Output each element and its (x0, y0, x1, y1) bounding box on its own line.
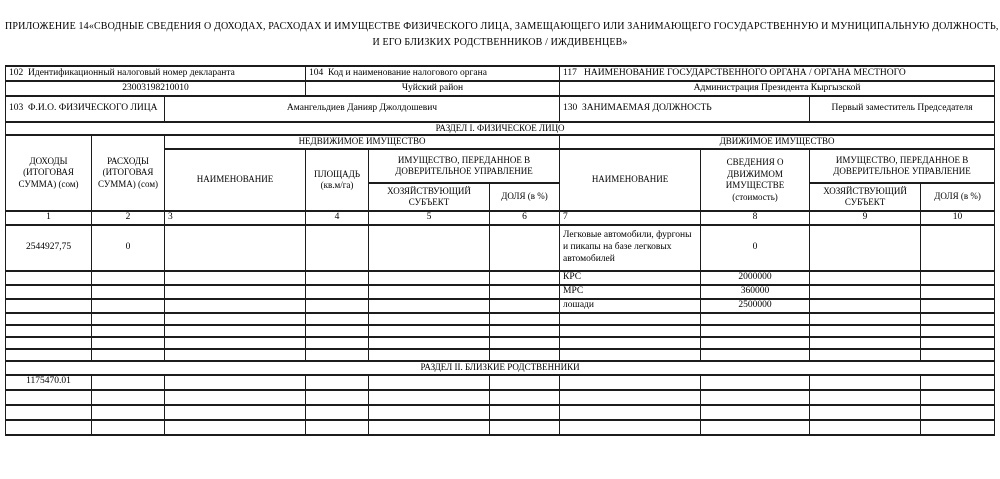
field-103-label: 103 Ф.И.О. ФИЗИЧЕСКОГО ЛИЦА (6, 96, 165, 122)
col-header-name-immovable: НАИМЕНОВАНИЕ (165, 149, 306, 211)
empty-cell (490, 325, 560, 337)
empty-cell (6, 285, 92, 299)
group-header-movable: ДВИЖИМОЕ ИМУЩЕСТВО (560, 135, 995, 149)
empty-cell (92, 337, 165, 349)
empty-cell (92, 405, 165, 420)
empty-cell (921, 225, 995, 271)
empty-cell (560, 420, 701, 435)
empty-cell (921, 420, 995, 435)
page-title-line1: ПРИЛОЖЕНИЕ 14«СВОДНЫЕ СВЕДЕНИЯ О ДОХОДАХ, РАСХОДАХ И ИМУЩЕСТВЕ ФИЗИЧЕСКОГО ЛИЦА, ЗАМЕЩАЮЩЕГО ИЛИ ЗАНИМАЮЩЕГО ГОСУДАРСТВЕННУЮ И МУНИЦИПАЛЬНУЮ ДОЛЖНОСТЬ, (5, 21, 999, 32)
col-header-share-movable: ДОЛЯ (в %) (921, 183, 995, 211)
empty-cell (6, 299, 92, 313)
group-header-row (6, 135, 995, 149)
empty-cell (165, 349, 306, 361)
empty-cell (490, 225, 560, 271)
movable-value-cell: 2000000 (701, 271, 810, 285)
section2-data-row (6, 375, 995, 390)
movable-name-cell: КРС (560, 271, 701, 285)
empty-cell (490, 349, 560, 361)
empty-cell (369, 375, 490, 390)
col-number-1: 1 (6, 211, 92, 225)
col-number-5: 5 (369, 211, 490, 225)
empty-cell (306, 325, 369, 337)
col-number-10: 10 (921, 211, 995, 225)
empty-cell (701, 375, 810, 390)
empty-cell (92, 325, 165, 337)
empty-cell (810, 285, 921, 299)
empty-cell (165, 405, 306, 420)
empty-row (6, 405, 995, 420)
empty-cell (560, 375, 701, 390)
field-130-value: Первый заместитель Председателя (810, 96, 995, 122)
empty-cell (560, 337, 701, 349)
empty-cell (490, 337, 560, 349)
empty-cell (369, 285, 490, 299)
empty-cell (306, 375, 369, 390)
empty-row (6, 337, 995, 349)
empty-cell (701, 349, 810, 361)
empty-cell (306, 349, 369, 361)
empty-cell (306, 337, 369, 349)
empty-cell (701, 325, 810, 337)
empty-cell (6, 405, 92, 420)
empty-cell (490, 285, 560, 299)
empty-cell (490, 420, 560, 435)
empty-cell (701, 405, 810, 420)
field-104-label: 104 Код и наименование налогового органа (306, 66, 560, 81)
empty-cell (560, 325, 701, 337)
empty-cell (369, 313, 490, 325)
col-header-entity-immovable: ХОЗЯЙСТВУЮЩИЙ СУБЪЕКТ (369, 183, 490, 211)
info-person-row (6, 96, 995, 122)
empty-cell (921, 271, 995, 285)
empty-cell (560, 390, 701, 405)
empty-cell (490, 375, 560, 390)
page-title (5, 19, 999, 51)
empty-cell (165, 390, 306, 405)
empty-cell (306, 390, 369, 405)
empty-cell (560, 349, 701, 361)
empty-cell (306, 271, 369, 285)
section1-data-row (6, 285, 995, 299)
section1-data-row (6, 225, 995, 271)
empty-cell (490, 313, 560, 325)
empty-cell (701, 313, 810, 325)
empty-cell (921, 313, 995, 325)
empty-cell (92, 285, 165, 299)
col-header-expenses: РАСХОДЫ (ИТОГОВАЯ СУММА) (сом) (92, 135, 165, 211)
field-103-value: Амангельдиев Данияр Джолдошевич (165, 96, 560, 122)
col-header-trust-immovable: ИМУЩЕСТВО, ПЕРЕДАННОЕ В ДОВЕРИТЕЛЬНОЕ УПРАВЛЕНИЕ (369, 149, 560, 183)
col-number-8: 8 (701, 211, 810, 225)
empty-cell (810, 225, 921, 271)
section2-title: РАЗДЕЛ II. БЛИЗКИЕ РОДСТВЕННИКИ (6, 361, 995, 374)
empty-row (6, 420, 995, 435)
empty-cell (560, 313, 701, 325)
empty-cell (701, 420, 810, 435)
empty-cell (6, 325, 92, 337)
empty-cell (490, 405, 560, 420)
movable-value-cell: 360000 (701, 285, 810, 299)
movable-name-cell: лошади (560, 299, 701, 313)
empty-cell (921, 325, 995, 337)
movable-value-cell: 2500000 (701, 299, 810, 313)
col-number-6: 6 (490, 211, 560, 225)
empty-cell (92, 313, 165, 325)
expenses-total-cell: 0 (92, 225, 165, 271)
col-number-2: 2 (92, 211, 165, 225)
movable-name-cell: Легковые автомобили, фургоны и пикапы на базе легковых автомобилей (560, 225, 701, 271)
col-header-income: ДОХОДЫ (ИТОГОВАЯ СУММА) (сом) (6, 135, 92, 211)
empty-cell (810, 337, 921, 349)
empty-cell (921, 405, 995, 420)
empty-cell (306, 299, 369, 313)
field-102-label: 102 Идентификационный налоговый номер декларанта (6, 66, 306, 81)
col-number-4: 4 (306, 211, 369, 225)
empty-cell (6, 349, 92, 361)
empty-cell (810, 390, 921, 405)
empty-row (6, 313, 995, 325)
column-numbers-row (6, 211, 995, 225)
section1-title: РАЗДЕЛ I. ФИЗИЧЕСКОЕ ЛИЦО (6, 122, 995, 135)
empty-cell (921, 349, 995, 361)
col-number-9: 9 (810, 211, 921, 225)
empty-cell (165, 313, 306, 325)
col-header-movable-info: СВЕДЕНИЯ О ДВИЖИМОМ ИМУЩЕСТВЕ (стоимость) (701, 149, 810, 211)
empty-cell (369, 337, 490, 349)
col-header-share-immovable: ДОЛЯ (в %) (490, 183, 560, 211)
empty-row (6, 325, 995, 337)
empty-cell (92, 299, 165, 313)
field-117-label: 117 НАИМЕНОВАНИЕ ГОСУДАРСТВЕННОГО ОРГАНА / ОРГАНА МЕСТНОГО (560, 66, 995, 81)
empty-cell (921, 299, 995, 313)
declaration-table (5, 65, 995, 436)
empty-cell (92, 271, 165, 285)
page-title-line2: И ЕГО БЛИЗКИХ РОДСТВЕННИКОВ / ИЖДИВЕНЦЕВ» (372, 37, 628, 48)
section1-data-row (6, 271, 995, 285)
group-header-immovable: НЕДВИЖИМОЕ ИМУЩЕСТВО (165, 135, 560, 149)
empty-cell (369, 271, 490, 285)
empty-cell (306, 285, 369, 299)
empty-cell (369, 420, 490, 435)
empty-cell (701, 337, 810, 349)
empty-cell (810, 325, 921, 337)
col-header-trust-movable: ИМУЩЕСТВО, ПЕРЕДАННОЕ В ДОВЕРИТЕЛЬНОЕ УПРАВЛЕНИЕ (810, 149, 995, 183)
empty-cell (165, 285, 306, 299)
col-number-7: 7 (560, 211, 701, 225)
col-header-name-movable: НАИМЕНОВАНИЕ (560, 149, 701, 211)
empty-cell (810, 271, 921, 285)
field-117-value: Администрация Президента Кыргызской (560, 81, 995, 96)
empty-cell (6, 390, 92, 405)
income-total-cell: 1175470.01 (6, 375, 92, 390)
empty-cell (921, 337, 995, 349)
empty-cell (165, 225, 306, 271)
col-number-3: 3 (165, 211, 306, 225)
info-labels-row (6, 66, 995, 81)
movable-value-cell: 0 (701, 225, 810, 271)
empty-cell (490, 271, 560, 285)
info-values-row (6, 81, 995, 96)
empty-cell (6, 271, 92, 285)
section1-header-row (6, 122, 995, 135)
field-104-value: Чуйский район (306, 81, 560, 96)
empty-cell (165, 271, 306, 285)
empty-cell (92, 420, 165, 435)
empty-cell (306, 420, 369, 435)
empty-cell (92, 349, 165, 361)
empty-cell (810, 313, 921, 325)
col-header-entity-movable: ХОЗЯЙСТВУЮЩИЙ СУБЪЕКТ (810, 183, 921, 211)
empty-cell (810, 349, 921, 361)
empty-cell (490, 299, 560, 313)
empty-cell (921, 390, 995, 405)
empty-cell (165, 299, 306, 313)
empty-cell (92, 390, 165, 405)
empty-cell (369, 390, 490, 405)
income-total-cell: 2544927,75 (6, 225, 92, 271)
empty-cell (92, 375, 165, 390)
empty-cell (921, 285, 995, 299)
col-header-area: ПЛОЩАДЬ (кв.м/га) (306, 149, 369, 211)
empty-cell (560, 405, 701, 420)
section2-header-row (6, 361, 995, 374)
empty-cell (165, 337, 306, 349)
empty-cell (369, 299, 490, 313)
empty-cell (165, 325, 306, 337)
field-102-value: 23003198210010 (6, 81, 306, 96)
empty-cell (306, 225, 369, 271)
empty-cell (306, 405, 369, 420)
empty-cell (369, 405, 490, 420)
empty-cell (810, 405, 921, 420)
empty-cell (6, 420, 92, 435)
declaration-document (0, 19, 1000, 436)
empty-cell (490, 390, 560, 405)
empty-cell (810, 375, 921, 390)
empty-cell (701, 390, 810, 405)
empty-row (6, 390, 995, 405)
empty-cell (810, 420, 921, 435)
empty-cell (306, 313, 369, 325)
empty-cell (165, 420, 306, 435)
section1-data-row (6, 299, 995, 313)
field-130-label: 130 ЗАНИМАЕМАЯ ДОЛЖНОСТЬ (560, 96, 810, 122)
empty-cell (921, 375, 995, 390)
empty-cell (369, 349, 490, 361)
empty-cell (6, 337, 92, 349)
empty-cell (810, 299, 921, 313)
movable-name-cell: МРС (560, 285, 701, 299)
empty-cell (369, 225, 490, 271)
empty-cell (369, 325, 490, 337)
empty-cell (165, 375, 306, 390)
empty-row (6, 349, 995, 361)
empty-cell (6, 313, 92, 325)
